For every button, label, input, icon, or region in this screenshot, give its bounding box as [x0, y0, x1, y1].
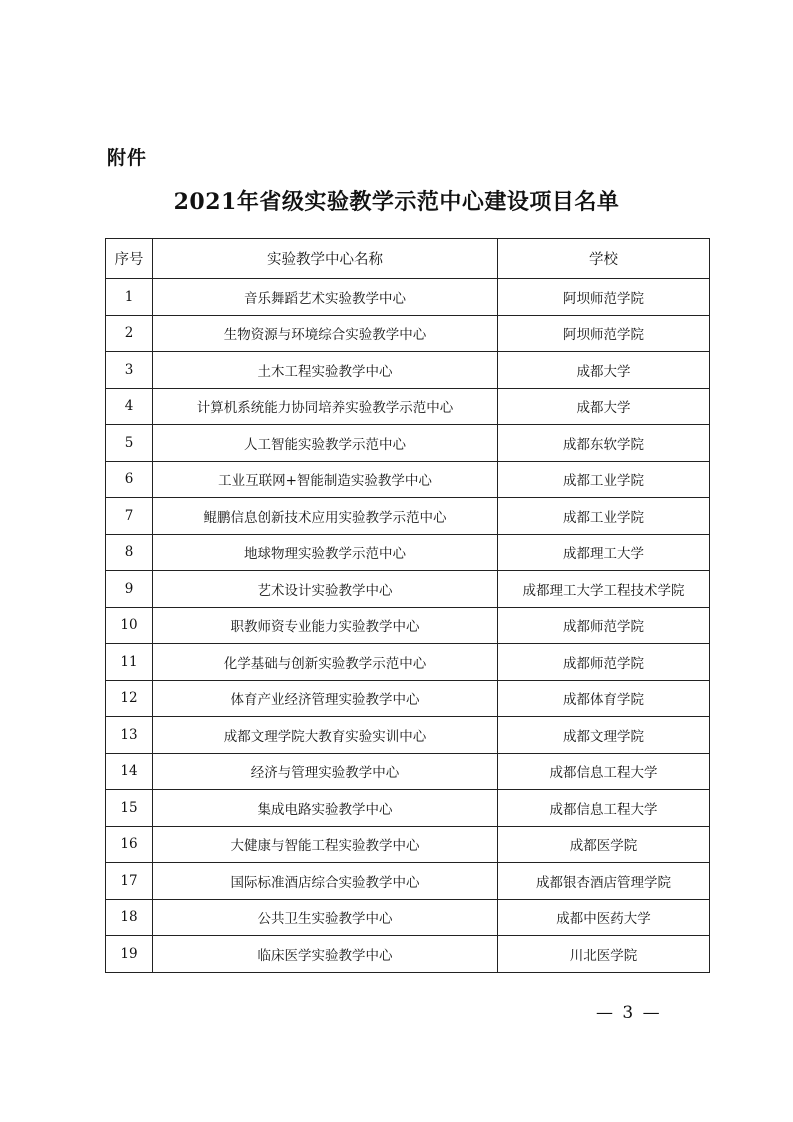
cell-center-name: 地球物理实验教学示范中心 [153, 534, 498, 571]
cell-center-name: 临床医学实验教学中心 [153, 936, 498, 973]
cell-center-name: 集成电路实验教学中心 [153, 790, 498, 827]
cell-school: 成都大学 [498, 388, 710, 425]
cell-center-name: 成都文理学院大教育实验实训中心 [153, 717, 498, 754]
cell-school: 成都理工大学工程技术学院 [498, 571, 710, 608]
table-body [106, 279, 710, 973]
cell-center-name: 工业互联网+智能制造实验教学中心 [153, 461, 498, 498]
table-row [106, 680, 710, 717]
cell-center-name: 计算机系统能力协同培养实验教学示范中心 [153, 388, 498, 425]
page-number: — 3 — [596, 1003, 662, 1023]
cell-serial-number: 12 [106, 680, 153, 717]
cell-school: 阿坝师范学院 [498, 315, 710, 352]
cell-serial-number: 6 [106, 461, 153, 498]
project-list-table [105, 238, 710, 973]
cell-school: 成都工业学院 [498, 498, 710, 535]
table-row [106, 863, 710, 900]
table-row [106, 644, 710, 681]
cell-center-name: 大健康与智能工程实验教学中心 [153, 826, 498, 863]
cell-serial-number: 19 [106, 936, 153, 973]
table-row [106, 461, 710, 498]
table-row [106, 717, 710, 754]
cell-center-name: 公共卫生实验教学中心 [153, 899, 498, 936]
cell-serial-number: 18 [106, 899, 153, 936]
header-serial-number: 序号 [106, 239, 153, 279]
table-row [106, 534, 710, 571]
cell-center-name: 土木工程实验教学中心 [153, 352, 498, 389]
table-row [106, 571, 710, 608]
cell-school: 成都医学院 [498, 826, 710, 863]
cell-school: 成都理工大学 [498, 534, 710, 571]
cell-school: 成都信息工程大学 [498, 753, 710, 790]
cell-school: 成都文理学院 [498, 717, 710, 754]
cell-serial-number: 5 [106, 425, 153, 462]
table-row [106, 352, 710, 389]
cell-serial-number: 8 [106, 534, 153, 571]
cell-center-name: 鲲鹏信息创新技术应用实验教学示范中心 [153, 498, 498, 535]
cell-center-name: 国际标准酒店综合实验教学中心 [153, 863, 498, 900]
cell-school: 成都中医药大学 [498, 899, 710, 936]
cell-center-name: 艺术设计实验教学中心 [153, 571, 498, 608]
cell-center-name: 生物资源与环境综合实验教学中心 [153, 315, 498, 352]
cell-school: 阿坝师范学院 [498, 279, 710, 316]
cell-serial-number: 3 [106, 352, 153, 389]
table-row [106, 753, 710, 790]
table-row [106, 899, 710, 936]
document-title: 2021年省级实验教学示范中心建设项目名单 [173, 189, 620, 215]
cell-school: 成都东软学院 [498, 425, 710, 462]
cell-serial-number: 10 [106, 607, 153, 644]
cell-center-name: 音乐舞蹈艺术实验教学中心 [153, 279, 498, 316]
table-row [106, 315, 710, 352]
cell-serial-number: 17 [106, 863, 153, 900]
cell-center-name: 人工智能实验教学示范中心 [153, 425, 498, 462]
table-row [106, 790, 710, 827]
cell-school: 成都银杏酒店管理学院 [498, 863, 710, 900]
cell-school: 成都师范学院 [498, 607, 710, 644]
cell-serial-number: 13 [106, 717, 153, 754]
cell-serial-number: 15 [106, 790, 153, 827]
cell-school: 成都师范学院 [498, 644, 710, 681]
table-row [106, 388, 710, 425]
cell-serial-number: 14 [106, 753, 153, 790]
cell-center-name: 经济与管理实验教学中心 [153, 753, 498, 790]
table-row [106, 607, 710, 644]
cell-serial-number: 1 [106, 279, 153, 316]
cell-serial-number: 2 [106, 315, 153, 352]
cell-serial-number: 9 [106, 571, 153, 608]
cell-school: 川北医学院 [498, 936, 710, 973]
cell-center-name: 体育产业经济管理实验教学中心 [153, 680, 498, 717]
table-header-row [106, 239, 710, 279]
cell-center-name: 化学基础与创新实验教学示范中心 [153, 644, 498, 681]
cell-serial-number: 4 [106, 388, 153, 425]
cell-serial-number: 16 [106, 826, 153, 863]
table-row [106, 936, 710, 973]
cell-school: 成都工业学院 [498, 461, 710, 498]
cell-school: 成都大学 [498, 352, 710, 389]
cell-school: 成都体育学院 [498, 680, 710, 717]
table-row [106, 498, 710, 535]
table-row [106, 826, 710, 863]
table-row [106, 425, 710, 462]
header-center-name: 实验教学中心名称 [153, 239, 498, 279]
table-row [106, 279, 710, 316]
cell-center-name: 职教师资专业能力实验教学中心 [153, 607, 498, 644]
attachment-label: 附件 [107, 147, 148, 169]
header-school: 学校 [498, 239, 710, 279]
cell-school: 成都信息工程大学 [498, 790, 710, 827]
cell-serial-number: 7 [106, 498, 153, 535]
cell-serial-number: 11 [106, 644, 153, 681]
